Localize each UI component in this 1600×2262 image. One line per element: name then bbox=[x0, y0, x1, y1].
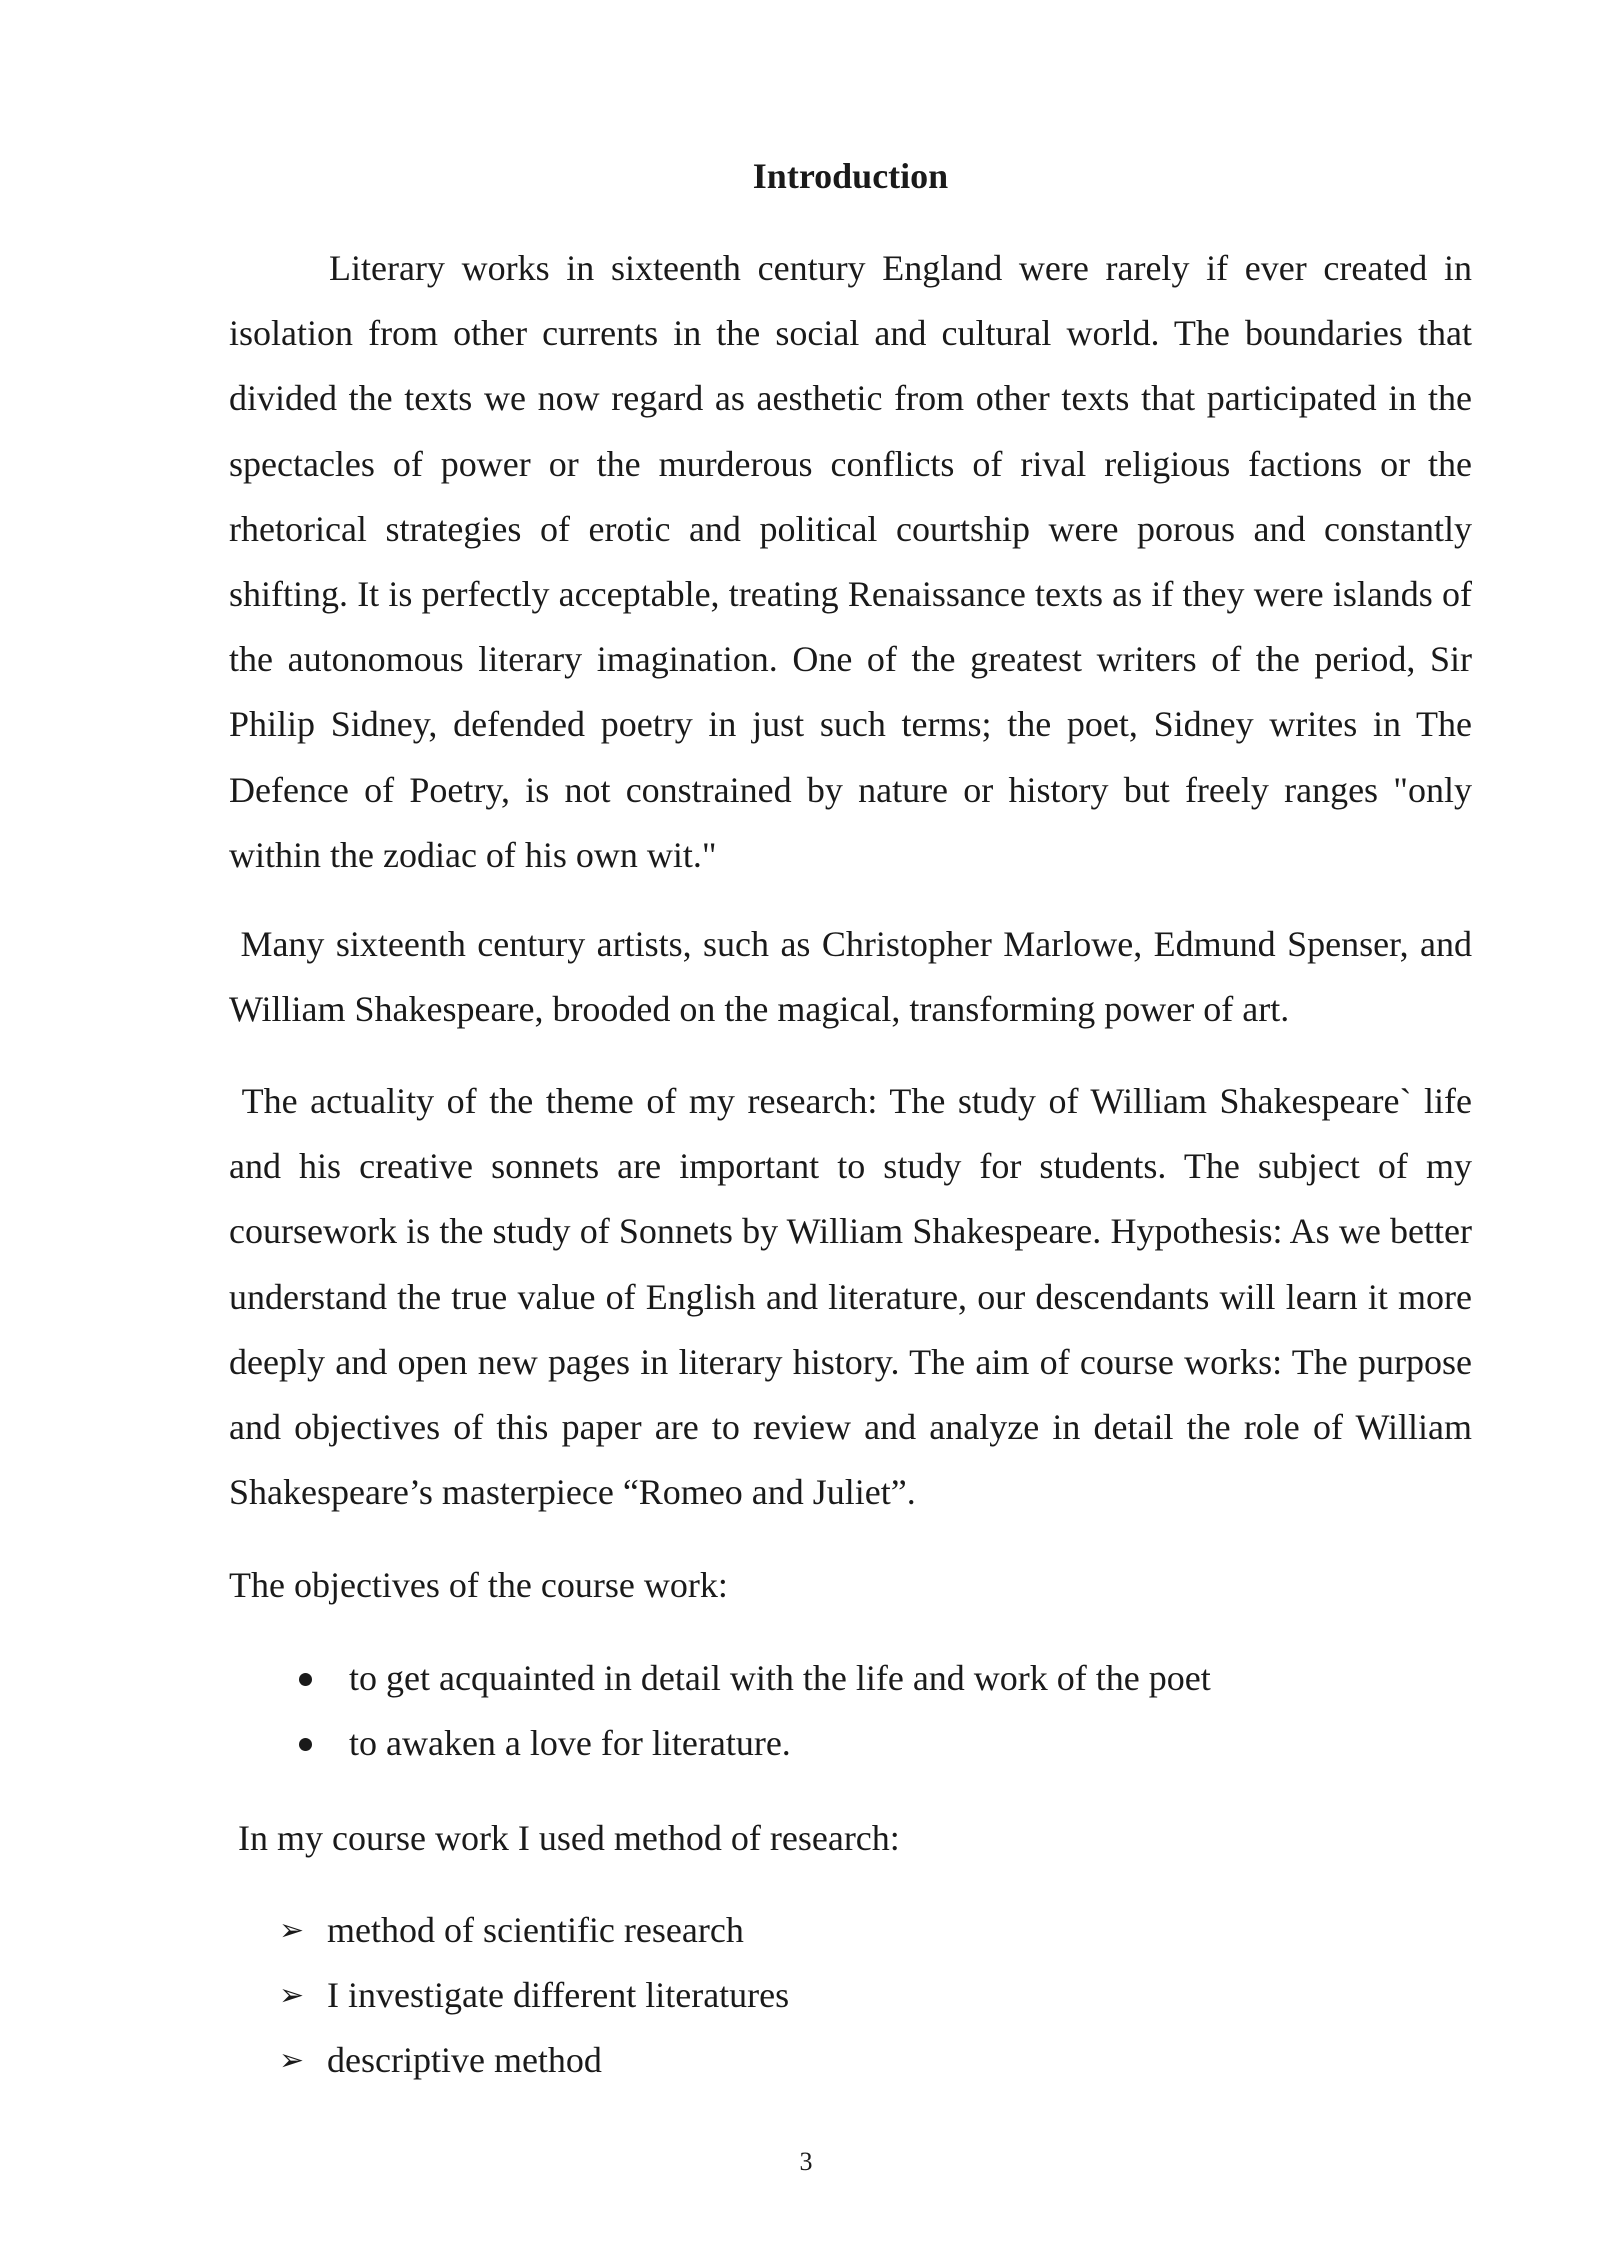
list-item bbox=[229, 1711, 1472, 1776]
list-item bbox=[229, 2028, 1472, 2093]
list-item-text: to get acquainted in detail with the life and work of the poet bbox=[349, 1658, 1211, 1698]
list-item bbox=[229, 1963, 1472, 2028]
page-number: 3 bbox=[799, 2147, 813, 2176]
list-item-text: I investigate different literatures bbox=[327, 1975, 790, 2016]
list-item bbox=[229, 1898, 1472, 1963]
paragraph-literary-works: Literary works in sixteenth century England were rarely if ever created in isolation from other currents in the social and cultural world. The boundaries that divided the texts we now regard as aesthetic from other texts that participated in the spectacles of power or the murderous conflicts of rival religious factions or the rhetorical strategies of erotic and political courtship were porous and constantly shifting. It is perfectly acceptable, treating Renaissance texts as if they were islands of the autonomous literary imagination. One of the greatest writers of the period, Sir Philip Sidney, defended poetry in just such terms; the poet, Sidney writes in The Defence of Poetry, is not constrained by nature or history but freely ranges "only within the zodiac of his own wit." bbox=[229, 248, 1472, 875]
list-item-text: method of scientific research bbox=[327, 1910, 744, 1950]
list-item-text: descriptive method bbox=[327, 2040, 602, 2081]
arrowhead-icon: ➢ bbox=[279, 1913, 305, 1948]
objectives-heading: The objectives of the course work: bbox=[229, 1565, 728, 1605]
arrowhead-icon: ➢ bbox=[279, 1978, 305, 2014]
objectives-list bbox=[229, 1646, 1472, 1776]
methods-list bbox=[229, 1898, 1472, 2094]
methods-heading: In my course work I used method of research: bbox=[229, 1818, 900, 1858]
list-item-text: to awaken a love for literature. bbox=[349, 1723, 791, 1764]
paragraph-actuality-of-theme: The actuality of the theme of my research: The study of William Shakespeare` life and his creative sonnets are important to study for students. The subject of my coursework is the study of Sonnets by William Shakespeare. Hypothesis: As we better understand the true value of English and literature, our descendants will learn it more deeply and open new pages in literary history. The aim of course works: The purpose and objectives of this paper are to review and analyze in detail the role of William Shakespeare’s masterpiece “Romeo and Juliet”. bbox=[229, 1081, 1481, 1513]
list-item bbox=[229, 1646, 1472, 1711]
arrowhead-icon: ➢ bbox=[279, 2043, 305, 2079]
bullet-dot-icon bbox=[299, 1673, 312, 1686]
document-page bbox=[229, 0, 1481, 2262]
paragraph-sixteenth-century-artists: Many sixteenth century artists, such as Christopher Marlowe, Edmund Spenser, and William Shakespeare, brooded on the magical, transforming power of art. bbox=[229, 924, 1481, 1030]
bullet-dot-icon bbox=[299, 1738, 312, 1751]
page-title: Introduction bbox=[752, 156, 949, 196]
